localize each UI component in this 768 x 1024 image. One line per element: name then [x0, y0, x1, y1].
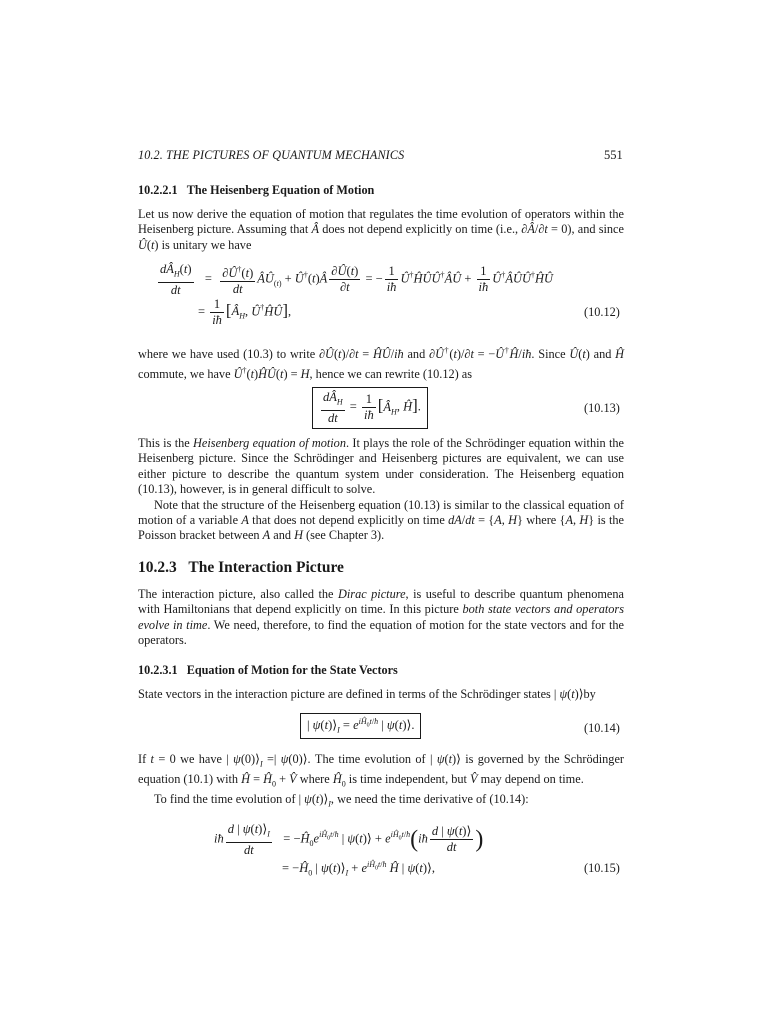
equation-number-10-14: (10.14) — [584, 721, 620, 735]
paragraph-after-10-14: If t = 0 we have | $\psi(0)⟩_I$ =| ψ(0)⟩. The time evolution of | ψ(t)⟩ is governed by the Schrödinger equation (10.1) with Ĥ = $Ĥ_0$ + V̂ where $Ĥ_0$ is time independent, but V̂ may depend on time. To find the time evolution of | $\psi(t)⟩_I$, we need the time derivative of (10.14): — [138, 752, 625, 809]
equation-10-12-line1: $\frac{dÂ_H(t)}{dt}$ = $\frac{\partial Û^\dagger(t)}{dt}$ $ÂÛ_{(t)}$ + Û†(t)Â $\frac{\partial Û(t)}{\partial t}$ = − $\frac{1}{iħ}$ Û†ĤÛÛ†ÂÛ + $\frac{1}{iħ}$ Û†ÂÛÛ†ĤÛ — [160, 262, 554, 297]
section-heading-10-2-3-1: 10.2.3.1 Equation of Motion for the State Vectors — [138, 663, 398, 677]
equation-10-15-line1: iħ $\frac{d | \psi(t)⟩_I}{dt}$ = $-Ĥ_0e^{iĤ_0t/ħ}$ | ψ(t)⟩ + $e^{iĤ_0t/ħ}(iħ$ $\frac{d | \psi(t)⟩}{dt}$ ) — [214, 822, 484, 857]
equation-10-12-line2: = $\frac{1}{iħ}$ [$Â_H$, Û†ĤÛ], — [198, 297, 292, 327]
equation-10-13-boxed: $\frac{dÂ_H}{dt}$ = $\frac{1}{iħ}$ [$Â_H$, Ĥ]. — [312, 387, 428, 429]
section-heading-10-2-3: 10.2.3 The Interaction Picture — [138, 559, 344, 576]
paragraph-heisenberg-equation: This is the Heisenberg equation of motion. It plays the role of the Schrödinger equation within the Heisenberg picture. Since the Schrödinger and Heisenberg pictures are equivalent, we can use either picture to describe the quantum system under consideration. The Heisenberg equation (10.13), however, is in general difficult to solve. Note that the structure of the Heisenberg equation (10.13) is similar to the classical equation of motion of a variable A that does not depend explicitly on time dA/dt = {A, H} where {A, H} is the Poisson bracket between A and H (see Chapter 3). — [138, 436, 624, 543]
equation-number-10-12: (10.12) — [584, 305, 620, 319]
equation-number-10-15: (10.15) — [584, 861, 620, 875]
running-head: 10.2. THE PICTURES OF QUANTUM MECHANICS — [138, 148, 405, 162]
paragraph-after-10-12: where we have used (10.3) to write ∂Û(t)/∂t = ĤÛ/iħ and ∂Û†(t)/∂t = −Û†Ĥ/iħ. Since Û(t) and Ĥ commute, we have Û†(t)ĤÛ(t) = H, hence we can rewrite (10.12) as — [138, 346, 625, 381]
page-number: 551 — [604, 148, 623, 162]
paragraph-interaction-picture: The interaction picture, also called the Dirac picture, is useful to describe quantum phenomena with Hamiltonians that depend explicitly on time. In this picture both state vectors and operators evolve in time. We need, therefore, to find the equation of motion for the state vectors and for the operators. — [138, 587, 624, 648]
section-heading-10-2-2-1: 10.2.2.1 The Heisenberg Equation of Motion — [138, 183, 375, 197]
paragraph-state-vectors-intro: State vectors in the interaction picture are defined in terms of the Schrödinger states | ψ(t)⟩by — [138, 687, 596, 701]
equation-number-10-13: (10.13) — [584, 401, 620, 415]
equation-10-15-line2: = $-Ĥ_0$ | $\psi(t)⟩_I + e^{iĤ_0t/ħ}$ Ĥ | ψ(t)⟩, — [282, 860, 436, 878]
equation-10-14-boxed: | $\psi(t)⟩_I = e^{iĤ_0t/ħ}$ | ψ(t)⟩. — [300, 713, 421, 739]
paragraph-intro-heisenberg: Let us now derive the equation of motion that regulates the time evolution of operators within the Heisenberg picture. Assuming that Â does not depend explicitly on time (i.e., ∂Â/∂t = 0), and since Û(t) is unitary we have — [138, 207, 624, 252]
